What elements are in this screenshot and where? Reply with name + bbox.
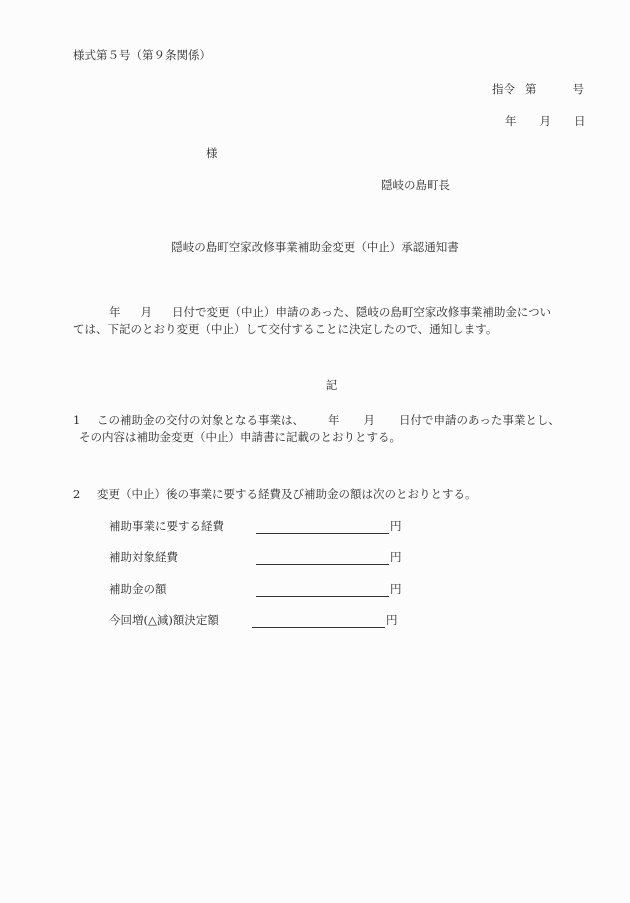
- date-month: 月: [539, 114, 551, 128]
- body-line1-rest: 日付で変更（中止）申請のあった、隠岐の島町空家改修事業補助金につい: [172, 305, 552, 319]
- item-1-number: 1: [73, 413, 81, 427]
- amount-blank-field[interactable]: [256, 596, 389, 597]
- amount-blank-field[interactable]: [256, 564, 389, 565]
- item-2: [73, 489, 477, 501]
- body-year: 年: [109, 305, 121, 319]
- amount-label: 補助金の額: [109, 582, 167, 596]
- recipient: 様: [206, 146, 218, 160]
- amount-label: 補助事業に要する経費: [109, 519, 224, 533]
- body-paragraph: [73, 304, 593, 338]
- form-number: 様式第５号（第９条関係）: [73, 48, 211, 62]
- amount-blank-field[interactable]: [256, 533, 389, 534]
- date-day: 日: [574, 114, 586, 128]
- item-1-start: この補助金の交付の対象となる事業は、: [97, 413, 304, 427]
- yen-unit: 円: [390, 550, 402, 564]
- ki-heading: 記: [325, 378, 338, 392]
- sender: 隠岐の島町長: [381, 178, 450, 192]
- date-year: 年: [505, 114, 517, 128]
- reference-go: 号: [572, 82, 584, 96]
- item-2-text: 変更（中止）後の事業に要する経費及び補助金の額は次のとおりとする。: [97, 487, 477, 501]
- amount-label: 補助対象経費: [109, 550, 178, 564]
- yen-unit: 円: [386, 613, 398, 627]
- amount-label: 今回増(△減)額決定額: [109, 613, 219, 627]
- item-1-line-1: [73, 412, 560, 429]
- item-1-line-2: その内容は補助金変更（中止）申請書に記載のとおりとする。: [79, 430, 401, 444]
- yen-unit: 円: [390, 582, 402, 596]
- reference-number: [492, 84, 584, 96]
- reference-dai: 第: [525, 82, 537, 96]
- item-1-end: 日付で申請のあった事業とし、: [399, 413, 560, 427]
- issue-date: [505, 116, 586, 128]
- item-1-year: 年: [328, 413, 340, 427]
- document-title: 隠岐の島町空家改修事業補助金変更（中止）承認通知書: [171, 240, 459, 254]
- body-month: 月: [140, 305, 152, 319]
- yen-unit: 円: [390, 519, 402, 533]
- reference-prefix: 指令: [492, 82, 515, 96]
- body-line-1: [73, 304, 593, 321]
- body-line-2: ては、下記のとおり変更（中止）して交付することに決定したので、通知します。: [73, 322, 498, 336]
- item-1-month: 月: [363, 413, 375, 427]
- item-2-number: 2: [73, 487, 81, 501]
- amount-blank-field[interactable]: [252, 627, 385, 628]
- item-1: [73, 412, 560, 446]
